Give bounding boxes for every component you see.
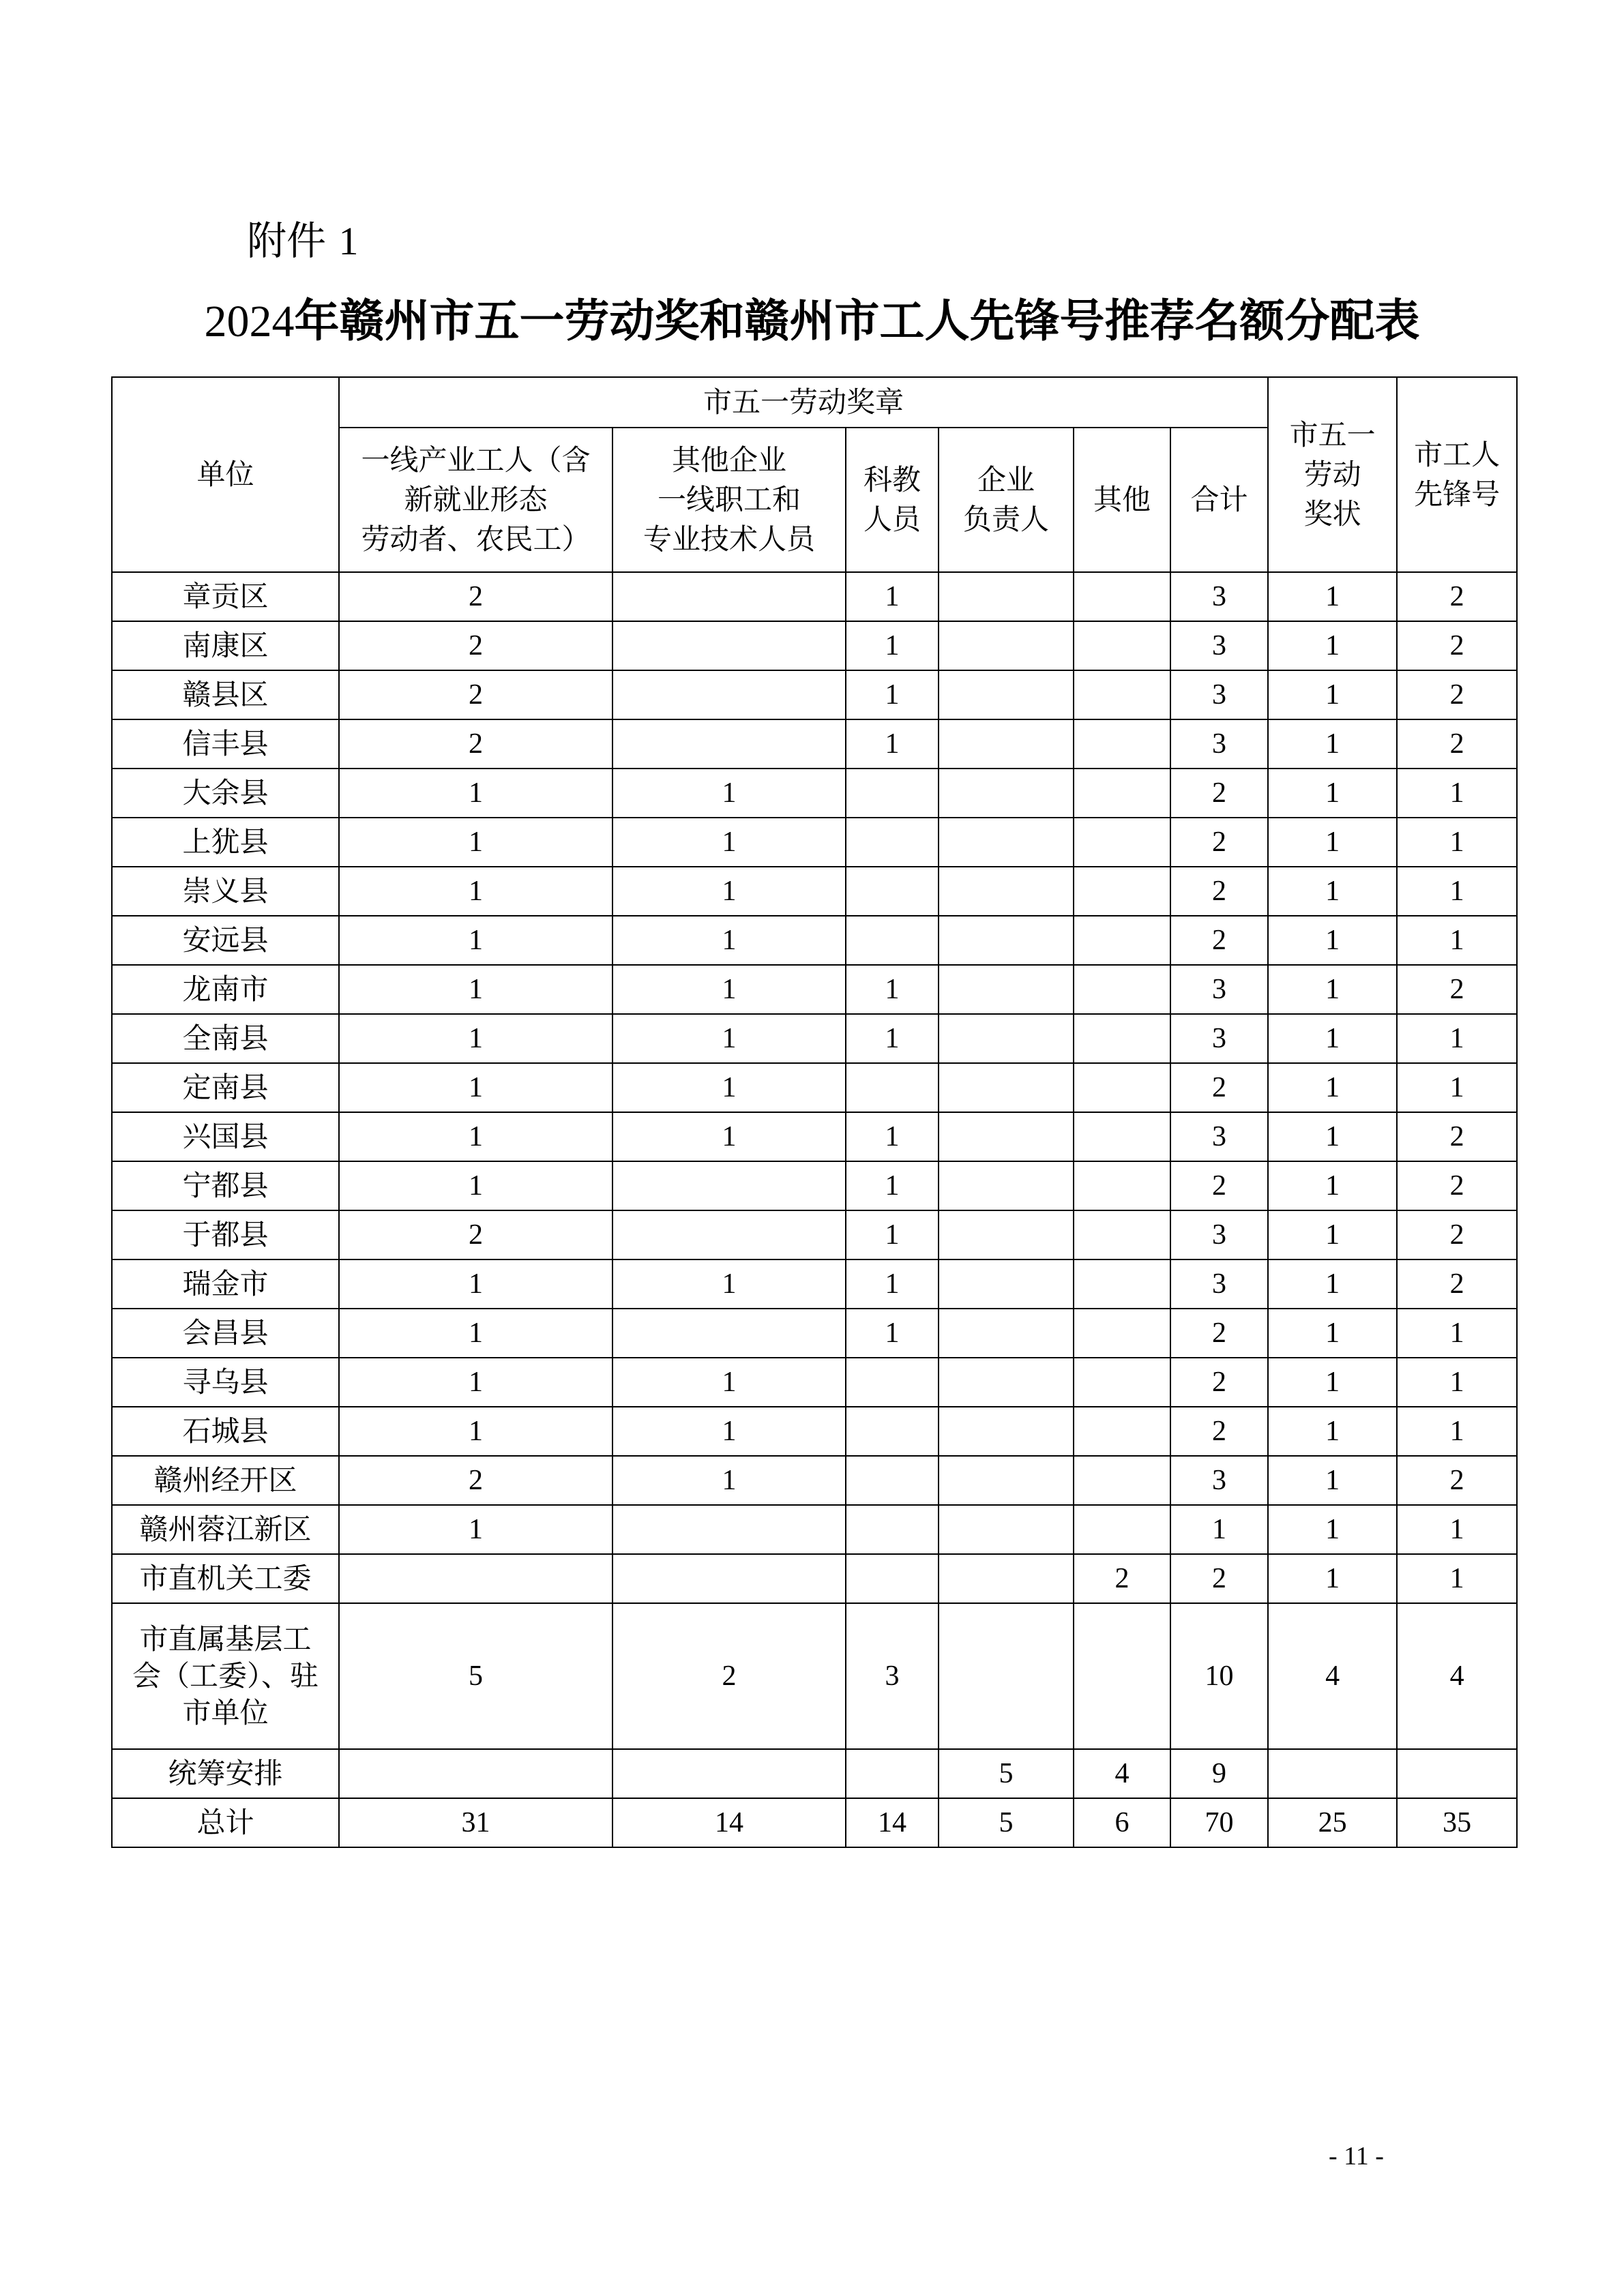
cell: [1397, 1749, 1517, 1798]
header-frontline-line: 新就业形态: [404, 483, 548, 516]
cell: 2: [1170, 867, 1268, 916]
cell: [939, 572, 1074, 621]
cell: 1: [612, 1063, 846, 1112]
row-unit: 全南县: [112, 1014, 339, 1063]
cell: 2: [339, 719, 612, 769]
row-unit: 赣州蓉江新区: [112, 1505, 339, 1554]
cell: [846, 916, 939, 965]
cell: 1: [339, 1505, 612, 1554]
table-row: [112, 1161, 1517, 1210]
row-unit: 宁都县: [112, 1161, 339, 1210]
cell: 1: [1268, 621, 1397, 670]
cell: 1: [612, 769, 846, 818]
cell: 25: [1268, 1798, 1397, 1847]
cell: 1: [846, 719, 939, 769]
cell: [939, 769, 1074, 818]
cell: 1: [1397, 867, 1517, 916]
document-title: [0, 293, 1624, 349]
cell: [612, 572, 846, 621]
row-unit: 市直机关工委: [112, 1554, 339, 1603]
header-frontline: [339, 428, 612, 572]
cell: [1074, 1161, 1170, 1210]
table-row: [112, 1259, 1517, 1309]
cell: 2: [1397, 719, 1517, 769]
row-unit: 兴国县: [112, 1112, 339, 1161]
cell: 31: [339, 1798, 612, 1847]
cell: [846, 1063, 939, 1112]
cell: 5: [939, 1798, 1074, 1847]
cell: 1: [1268, 1014, 1397, 1063]
table-row: [112, 916, 1517, 965]
cell: [1074, 719, 1170, 769]
row-unit: 赣县区: [112, 670, 339, 719]
cell: 2: [1170, 769, 1268, 818]
cell: 2: [1397, 670, 1517, 719]
attachment-number: 1: [338, 219, 359, 263]
cell: 1: [1397, 1063, 1517, 1112]
row-unit: 于都县: [112, 1210, 339, 1259]
cell: 2: [1170, 1063, 1268, 1112]
cell: [939, 965, 1074, 1014]
cell: [939, 916, 1074, 965]
cell: 1: [1268, 1210, 1397, 1259]
cell: 1: [339, 818, 612, 867]
cell: [612, 719, 846, 769]
cell: 1: [846, 572, 939, 621]
cell: 2: [339, 572, 612, 621]
cell: [612, 670, 846, 719]
cell: [1074, 1112, 1170, 1161]
cell: 1: [846, 965, 939, 1014]
table-row: [112, 818, 1517, 867]
row-unit: 总计: [112, 1798, 339, 1847]
cell: 1: [1397, 1505, 1517, 1554]
table-row: [112, 1749, 1517, 1798]
table-row: [112, 1603, 1517, 1749]
table-row: [112, 1456, 1517, 1505]
attachment-label: [247, 217, 358, 265]
header-total: 合计: [1170, 428, 1268, 572]
cell: [939, 1063, 1074, 1112]
cell: 2: [612, 1603, 846, 1749]
cell: [939, 621, 1074, 670]
cell: 2: [1397, 1259, 1517, 1309]
cell: 1: [612, 1014, 846, 1063]
cell: [1074, 1014, 1170, 1063]
cell: [846, 1749, 939, 1798]
cell: 3: [1170, 1014, 1268, 1063]
cell: 1: [339, 1309, 612, 1358]
cell: [612, 1554, 846, 1603]
row-unit: 定南县: [112, 1063, 339, 1112]
cell: 3: [1170, 1456, 1268, 1505]
row-unit: 大余县: [112, 769, 339, 818]
cell: 1: [1268, 965, 1397, 1014]
table-row: [112, 1309, 1517, 1358]
cell: 1: [612, 1112, 846, 1161]
header-pioneer-line: 市工人: [1414, 438, 1501, 471]
cell: [612, 1210, 846, 1259]
cell: [846, 818, 939, 867]
cell: 1: [1268, 572, 1397, 621]
cell: 1: [339, 769, 612, 818]
cell: 1: [1268, 1505, 1397, 1554]
cell: 1: [1268, 1358, 1397, 1407]
row-unit: 统筹安排: [112, 1749, 339, 1798]
cell: 2: [1397, 1161, 1517, 1210]
row-unit: 龙南市: [112, 965, 339, 1014]
header-other-enterprise-line: 专业技术人员: [643, 522, 815, 556]
cell: 2: [1397, 621, 1517, 670]
header-other: 其他: [1074, 428, 1170, 572]
cell: [846, 1456, 939, 1505]
cell: [612, 1505, 846, 1554]
row-unit: 瑞金市: [112, 1259, 339, 1309]
cell: 2: [1397, 965, 1517, 1014]
cell: [939, 867, 1074, 916]
cell: 3: [1170, 1210, 1268, 1259]
table-row: [112, 769, 1517, 818]
cell: [1074, 1456, 1170, 1505]
cell: 2: [1170, 1554, 1268, 1603]
cell: 1: [339, 867, 612, 916]
header-sci-edu: [846, 428, 939, 572]
cell: 1: [612, 916, 846, 965]
cell: 1: [339, 1358, 612, 1407]
row-unit: [112, 1603, 339, 1749]
header-pioneer-line: 先锋号: [1414, 477, 1501, 511]
cell: [846, 1407, 939, 1456]
cell: 5: [339, 1603, 612, 1749]
cell: 2: [1170, 916, 1268, 965]
cell: 1: [1397, 1014, 1517, 1063]
header-other-enterprise-line: 其他企业: [671, 443, 786, 477]
cell: [1074, 621, 1170, 670]
cell: [846, 1505, 939, 1554]
cell: 1: [1268, 769, 1397, 818]
header-pioneer: [1397, 377, 1517, 572]
row-unit: 安远县: [112, 916, 339, 965]
row-unit: 上犹县: [112, 818, 339, 867]
cell: [1074, 867, 1170, 916]
cell: [939, 1112, 1074, 1161]
cell: 2: [1170, 1309, 1268, 1358]
cell: 3: [1170, 965, 1268, 1014]
cell: 2: [1397, 1210, 1517, 1259]
table-row: [112, 1407, 1517, 1456]
cell: 1: [1268, 1456, 1397, 1505]
cell: [1074, 670, 1170, 719]
header-certificate-line: 市五一: [1289, 418, 1376, 451]
cell: [939, 1456, 1074, 1505]
cell: [939, 1210, 1074, 1259]
cell: 3: [1170, 719, 1268, 769]
cell: [612, 1161, 846, 1210]
cell: [339, 1749, 612, 1798]
title-text: 年赣州市五一劳动奖和赣州市工人先锋号推荐名额分配表: [294, 294, 1420, 347]
cell: [939, 1505, 1074, 1554]
cell: [846, 867, 939, 916]
cell: 1: [1268, 867, 1397, 916]
page-number: - 11 -: [1329, 2142, 1384, 2171]
cell: 2: [1170, 1358, 1268, 1407]
row-unit: 赣州经开区: [112, 1456, 339, 1505]
cell: 1: [1268, 1407, 1397, 1456]
table-row: [112, 1505, 1517, 1554]
cell: [612, 621, 846, 670]
cell: 1: [1268, 1161, 1397, 1210]
cell: 2: [1170, 1407, 1268, 1456]
header-group-medal: 市五一劳动奖章: [339, 377, 1268, 428]
cell: 1: [1268, 1063, 1397, 1112]
table-row: [112, 670, 1517, 719]
row-unit: 石城县: [112, 1407, 339, 1456]
attachment-word: 附件: [247, 218, 327, 264]
cell: 10: [1170, 1603, 1268, 1749]
cell: 1: [1397, 1407, 1517, 1456]
cell: 9: [1170, 1749, 1268, 1798]
cell: 3: [1170, 670, 1268, 719]
cell: 1: [1397, 769, 1517, 818]
cell: 1: [846, 1112, 939, 1161]
cell: [1074, 1210, 1170, 1259]
cell: 1: [612, 1407, 846, 1456]
cell: [939, 1407, 1074, 1456]
cell: 1: [846, 1259, 939, 1309]
header-enterprise-leader: [939, 428, 1074, 572]
cell: 2: [1074, 1554, 1170, 1603]
cell: 1: [846, 621, 939, 670]
cell: 1: [846, 670, 939, 719]
cell: 14: [846, 1798, 939, 1847]
header-sci-edu-line: 人员: [863, 503, 921, 536]
header-other-enterprise: [612, 428, 846, 572]
cell: [1268, 1749, 1397, 1798]
cell: [939, 1358, 1074, 1407]
cell: [939, 1603, 1074, 1749]
cell: 4: [1074, 1749, 1170, 1798]
row-unit: 章贡区: [112, 572, 339, 621]
table-row: [112, 1063, 1517, 1112]
title-year: 2024: [204, 297, 295, 346]
cell: [939, 719, 1074, 769]
cell: 35: [1397, 1798, 1517, 1847]
cell: [1074, 916, 1170, 965]
table-row-total: [112, 1798, 1517, 1847]
table-row: [112, 621, 1517, 670]
table-row: [112, 1554, 1517, 1603]
cell: [612, 1749, 846, 1798]
cell: [1074, 572, 1170, 621]
row-unit: 信丰县: [112, 719, 339, 769]
cell: [939, 1309, 1074, 1358]
row-unit: 崇义县: [112, 867, 339, 916]
row-unit-line: 市直属基层工: [139, 1622, 312, 1656]
cell: [846, 1358, 939, 1407]
cell: 1: [339, 1161, 612, 1210]
cell: [1074, 1407, 1170, 1456]
cell: 1: [1268, 916, 1397, 965]
cell: [939, 1161, 1074, 1210]
cell: 2: [339, 1210, 612, 1259]
cell: [846, 769, 939, 818]
table-row: [112, 572, 1517, 621]
table-row: [112, 1014, 1517, 1063]
header-frontline-line: 一线产业工人（含: [361, 443, 591, 477]
header-enterprise-leader-line: 企业: [977, 463, 1035, 496]
cell: 2: [339, 670, 612, 719]
cell: 1: [339, 1112, 612, 1161]
cell: [1074, 1309, 1170, 1358]
header-certificate-line: 劳动: [1303, 458, 1361, 491]
cell: [939, 1259, 1074, 1309]
cell: 1: [612, 818, 846, 867]
cell: 2: [1397, 1112, 1517, 1161]
cell: 1: [1268, 670, 1397, 719]
cell: 1: [1170, 1505, 1268, 1554]
cell: 3: [1170, 572, 1268, 621]
row-unit-line: 会（工委）、驻: [132, 1659, 319, 1693]
cell: 1: [1397, 1309, 1517, 1358]
row-unit: 会昌县: [112, 1309, 339, 1358]
cell: 1: [339, 965, 612, 1014]
cell: 1: [1397, 1358, 1517, 1407]
cell: 6: [1074, 1798, 1170, 1847]
cell: [939, 818, 1074, 867]
cell: 70: [1170, 1798, 1268, 1847]
cell: 5: [939, 1749, 1074, 1798]
cell: 3: [846, 1603, 939, 1749]
cell: 1: [846, 1210, 939, 1259]
allocation-table: [111, 376, 1518, 1848]
cell: [339, 1554, 612, 1603]
cell: 3: [1170, 1259, 1268, 1309]
cell: 1: [846, 1014, 939, 1063]
cell: [939, 670, 1074, 719]
cell: 1: [1397, 1554, 1517, 1603]
cell: 1: [1268, 1554, 1397, 1603]
header-unit: 单位: [112, 377, 339, 572]
cell: 3: [1170, 621, 1268, 670]
cell: 1: [1268, 719, 1397, 769]
table-row: [112, 965, 1517, 1014]
header-certificate-line: 奖状: [1303, 497, 1361, 531]
cell: 1: [339, 1407, 612, 1456]
cell: 1: [846, 1161, 939, 1210]
cell: 1: [1268, 1259, 1397, 1309]
cell: 4: [1268, 1603, 1397, 1749]
header-sci-edu-line: 科教: [863, 463, 921, 496]
cell: 1: [339, 916, 612, 965]
cell: [939, 1014, 1074, 1063]
cell: 2: [1170, 1161, 1268, 1210]
cell: 14: [612, 1798, 846, 1847]
table-row: [112, 1358, 1517, 1407]
header-frontline-line: 劳动者、农民工）: [361, 522, 591, 556]
table-row: [112, 719, 1517, 769]
row-unit-line: 市单位: [182, 1696, 269, 1729]
cell: [1074, 1063, 1170, 1112]
cell: [1074, 1358, 1170, 1407]
table-row: [112, 867, 1517, 916]
cell: 1: [846, 1309, 939, 1358]
cell: [1074, 1259, 1170, 1309]
row-unit: 南康区: [112, 621, 339, 670]
cell: 1: [339, 1063, 612, 1112]
cell: 1: [612, 1358, 846, 1407]
table-row: [112, 1112, 1517, 1161]
cell: [612, 1309, 846, 1358]
cell: [1074, 818, 1170, 867]
cell: 1: [612, 867, 846, 916]
cell: 1: [339, 1259, 612, 1309]
cell: 2: [1397, 572, 1517, 621]
cell: 1: [1397, 818, 1517, 867]
cell: [1074, 1505, 1170, 1554]
header-other-enterprise-line: 一线职工和: [657, 483, 801, 516]
header-enterprise-leader-line: 负责人: [962, 503, 1049, 536]
cell: 1: [612, 965, 846, 1014]
cell: [1074, 1603, 1170, 1749]
cell: 2: [339, 1456, 612, 1505]
cell: 3: [1170, 1112, 1268, 1161]
row-unit: 寻乌县: [112, 1358, 339, 1407]
cell: 1: [612, 1456, 846, 1505]
cell: 2: [1397, 1456, 1517, 1505]
cell: [939, 1554, 1074, 1603]
cell: 1: [612, 1259, 846, 1309]
cell: 2: [339, 621, 612, 670]
cell: 1: [1397, 916, 1517, 965]
cell: 1: [1268, 818, 1397, 867]
cell: 4: [1397, 1603, 1517, 1749]
cell: 1: [1268, 1309, 1397, 1358]
cell: [1074, 965, 1170, 1014]
header-certificate: [1268, 377, 1397, 572]
cell: 1: [1268, 1112, 1397, 1161]
table-row: [112, 1210, 1517, 1259]
cell: [1074, 769, 1170, 818]
cell: 2: [1170, 818, 1268, 867]
cell: 1: [339, 1014, 612, 1063]
cell: [846, 1554, 939, 1603]
